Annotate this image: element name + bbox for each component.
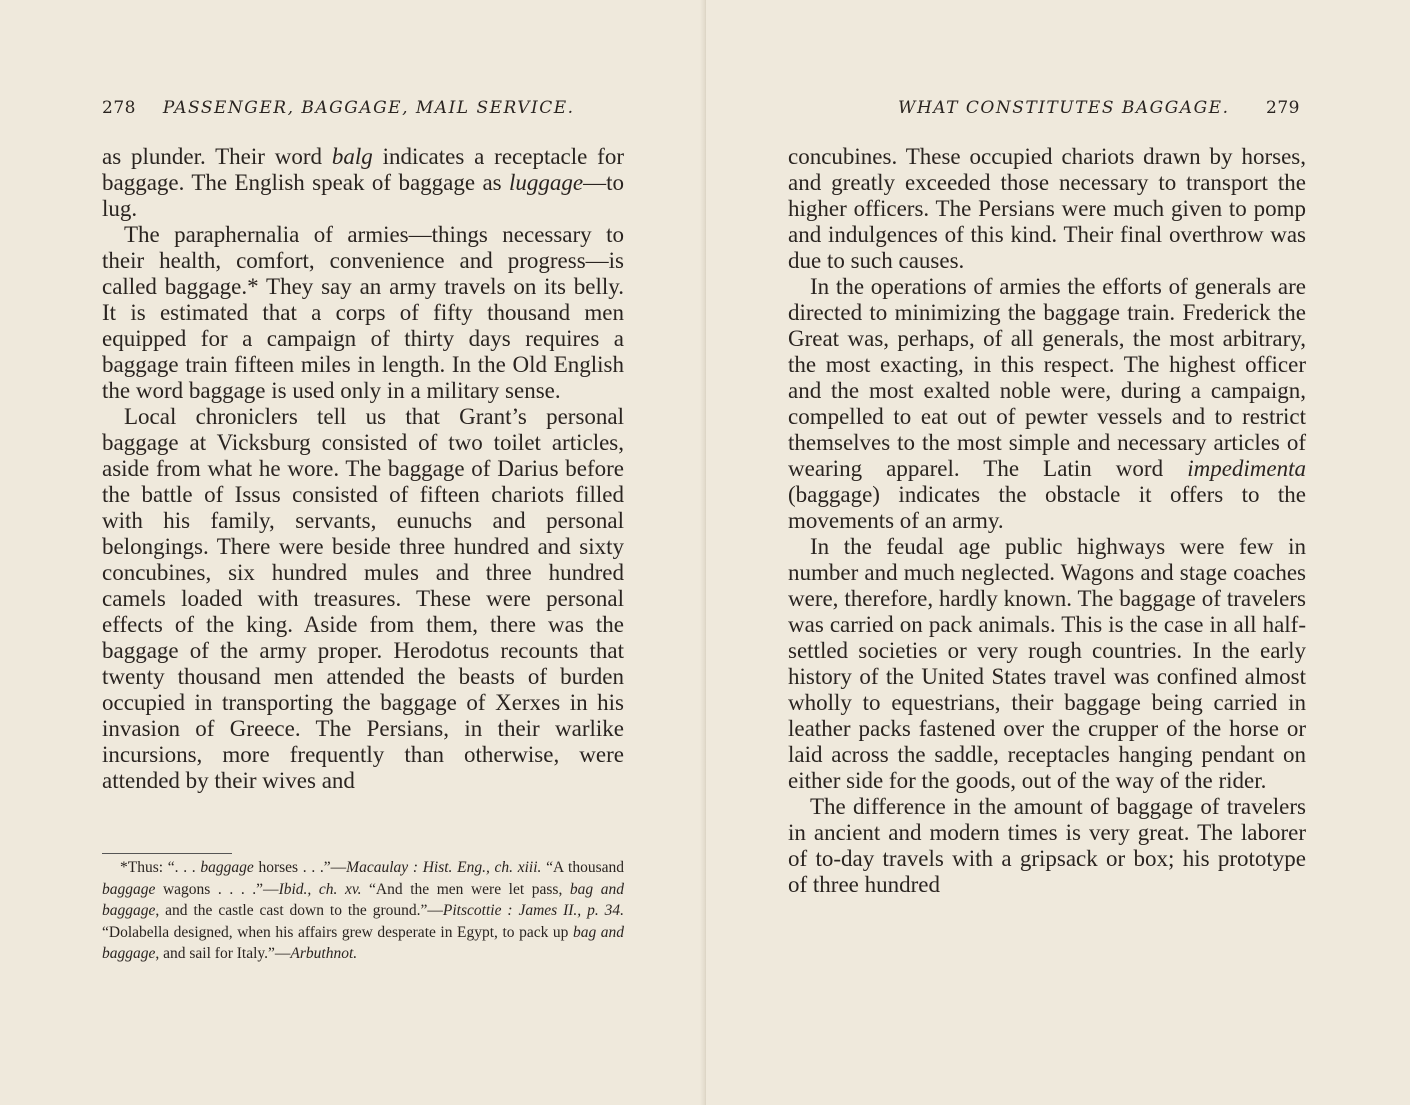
page-number: 278: [102, 98, 136, 118]
paragraph: In the feudal age public highways were few in number and much neglected. Wagons and stage coaches were, therefore, hardly known. The baggage of travelers was carried on pack animals. This is the case in all half-settled societies or very rough countries. In the early history of the United States travel was confined almost wholly to equestrians, their baggage being carried in leather packs fastened over the crupper of the horse or laid across the saddle, receptacles hanging pendant on either side for the goods, out of the way of the rider.: [788, 534, 1306, 793]
right-page-body: [788, 144, 1306, 898]
footnote: [102, 857, 624, 965]
paragraph: Local chroniclers tell us that Grant’s personal baggage at Vicksburg consisted of two toilet articles, aside from what he wore. The baggage of Darius before the battle of Issus consisted of fifteen chariots filled with his family, servants, eunuchs and personal belongings. There were beside three hundred and sixty concubines, six hundred mules and three hundred camels loaded with treasures. These were personal effects of the king. Aside from them, there was the baggage of the army proper. Herodotus recounts that twenty thousand men attended the beasts of burden occupied in transporting the baggage of Xerxes in his invasion of Greece. The Persians, in their warlike incursions, more frequently than otherwise, were attended by their wives and: [102, 404, 624, 793]
paragraph: In the operations of armies the efforts of generals are directed to minimizing the baggage train. Frederick the Great was, perhaps, of all generals, the most arbitrary, the most exacting, in this respect. The highest officer and the most exalted noble were, during a campaign, compelled to eat out of pewter vessels and to restrict themselves to the most simple and necessary articles of wearing apparel. The Latin word impedimenta (baggage) indicates the obstacle it offers to the movements of an army.: [788, 274, 1306, 533]
paragraph: The paraphernalia of armies—things necessary to their health, comfort, convenience and progress—is called baggage.* They say an army travels on its belly. It is estimated that a corps of fifty thousand men equipped for a campaign of thirty days requires a baggage train fifteen miles in length. In the Old English the word baggage is used only in a military sense.: [102, 222, 624, 403]
right-page-number-wrap: [1266, 98, 1300, 118]
running-head: PASSENGER, BAGGAGE, MAIL SERVICE.: [162, 98, 575, 118]
footnote-text: *Thus: “. . . baggage horses . . .”—Macaulay : Hist. Eng., ch. xiii. “A thousand baggage wagons . . . .”—Ibid., ch. xv. “And the men were let pass, bag and baggage, and the castle cast down to the ground.”—Pitscottie : James II., p. 34. “Dolabella designed, when his affairs grew desperate in Egypt, to pack up bag and baggage, and sail for Italy.”—Arbuthnot.: [102, 859, 625, 962]
right-page-header: [898, 98, 1229, 118]
paragraph: as plunder. Their word balg indicates a receptacle for baggage. The English speak of baggage as luggage—to lug.: [102, 144, 625, 221]
right-page: [706, 0, 1410, 1105]
paragraph: concubines. These occupied chariots drawn by horses, and greatly exceeded those necessary to transport the higher officers. The Persians were much given to pomp and indulgences of this kind. Their final overthrow was due to such causes.: [788, 144, 1306, 273]
paragraph: The difference in the amount of baggage of travelers in ancient and modern times is very great. The laborer of to-day travels with a gripsack or box; his prototype of three hundred: [788, 794, 1306, 897]
running-head: WHAT CONSTITUTES BAGGAGE.: [898, 98, 1230, 118]
left-page-body: [102, 144, 624, 794]
page-number: 279: [1266, 98, 1300, 118]
footnote-rule: [102, 853, 232, 854]
left-page-header: [102, 98, 575, 118]
